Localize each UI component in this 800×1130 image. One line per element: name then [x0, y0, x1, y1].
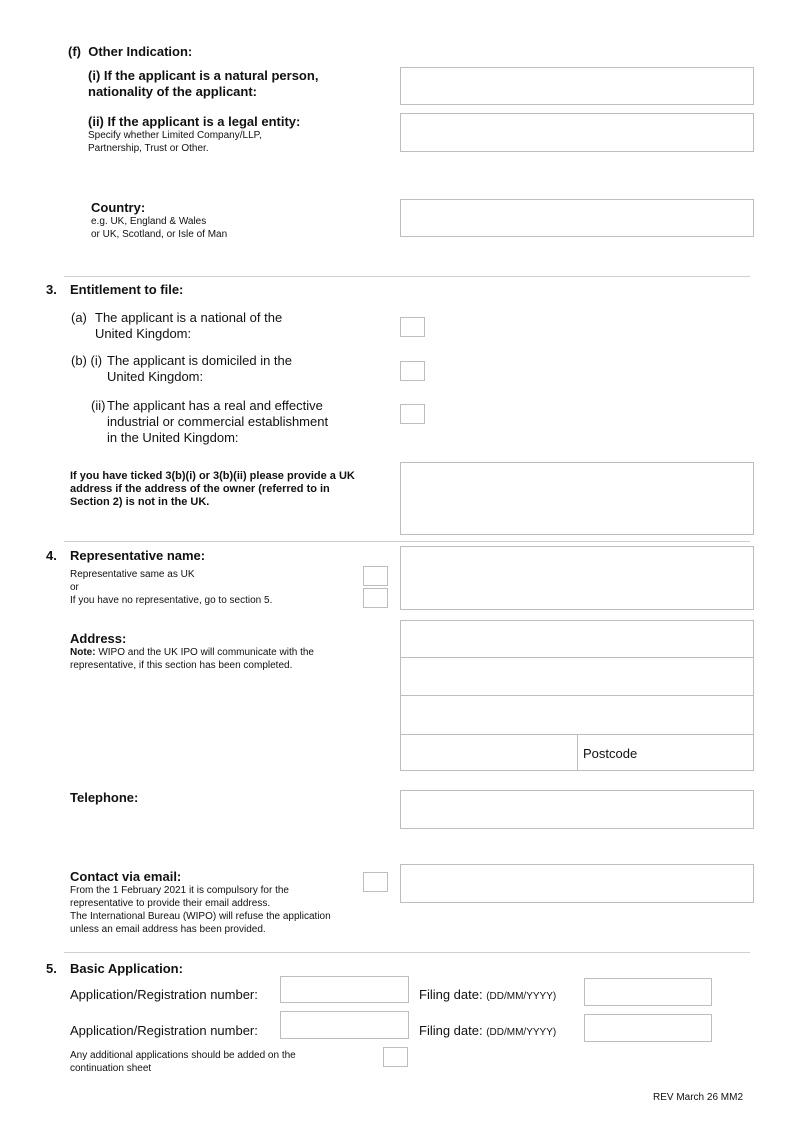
app-reg-number-2-input[interactable]	[280, 1011, 409, 1039]
additional-applications-note: Any additional applications should be added on the continuation sheet	[70, 1050, 296, 1074]
section-4-num: 4.	[46, 548, 57, 563]
email-checkbox[interactable]	[363, 872, 388, 892]
telephone-input[interactable]	[400, 790, 754, 829]
app-reg-label-2: Application/Registration number:	[70, 1023, 258, 1038]
uk-address-input[interactable]	[400, 462, 754, 535]
representative-name-input[interactable]	[400, 546, 754, 610]
section-f-heading: (f) Other Indication:	[68, 44, 193, 59]
section-5-num: 5.	[46, 961, 57, 976]
same-as-uk-checkbox[interactable]	[363, 566, 388, 586]
entitlement-a-label: The applicant is a national of the United Kingdom:	[95, 310, 283, 341]
legal-entity-label: (ii) If the applicant is a legal entity: Specify whether Limited Company/LLP, Partnership, Trust or Other.	[88, 114, 301, 154]
establishment-checkbox[interactable]	[400, 404, 425, 424]
divider	[64, 952, 750, 953]
filing-date-label-2: Filing date: (DD/MM/YYYY)	[419, 1023, 557, 1038]
entitlement-a-marker: (a)	[71, 310, 87, 325]
national-checkbox[interactable]	[400, 317, 425, 337]
email-input[interactable]	[400, 864, 754, 903]
entitlement-bi-label: The applicant is domiciled in the United Kingdom:	[107, 353, 292, 384]
app-reg-label-1: Application/Registration number:	[70, 987, 258, 1002]
uk-address-note: If you have ticked 3(b)(i) or 3(b)(ii) please provide a UK address if the address of the owner (referred to in Section 2) is not in the UK.	[70, 470, 355, 508]
representative-hint: Representative same as UK or If you have no representative, go to section 5.	[70, 569, 273, 606]
filing-date-1-input[interactable]	[584, 978, 712, 1006]
continuation-sheet-checkbox[interactable]	[383, 1047, 408, 1067]
section-3-num: 3.	[46, 282, 57, 297]
email-label: Contact via email: From the 1 February 2021 it is compulsory for the representative to provide their email address. The International Bureau (WIPO) will refuse the application unless an email address has been provided.	[70, 869, 331, 935]
legal-entity-input[interactable]	[400, 113, 754, 152]
section-3-title: Entitlement to file:	[70, 282, 184, 297]
divider	[64, 541, 750, 542]
entitlement-bii-label: The applicant has a real and effective industrial or commercial establishment in the United Kingdom:	[107, 398, 329, 445]
address-line-3-input[interactable]	[400, 695, 754, 735]
natural-person-label: (i) If the applicant is a natural person, nationality of the applicant:	[88, 68, 319, 99]
entitlement-bi-marker: (b) (i)	[71, 353, 103, 368]
domiciled-checkbox[interactable]	[400, 361, 425, 381]
country-input[interactable]	[400, 199, 754, 237]
no-representative-checkbox[interactable]	[363, 588, 388, 608]
app-reg-number-1-input[interactable]	[280, 976, 409, 1003]
address-label: Address: Note: WIPO and the UK IPO will communicate with the representative, if this section has been completed.	[70, 631, 314, 671]
address-line-1-input[interactable]	[400, 620, 754, 658]
filing-date-label-1: Filing date: (DD/MM/YYYY)	[419, 987, 557, 1002]
entitlement-bii-marker: (ii)	[91, 398, 106, 413]
revision-footer: REV March 26 MM2	[653, 1092, 744, 1103]
address-postcode-row[interactable]	[400, 734, 754, 771]
telephone-label: Telephone:	[70, 790, 139, 805]
address-line-2-input[interactable]	[400, 657, 754, 696]
country-label: Country: e.g. UK, England & Wales or UK, Scotland, or Isle of Man	[91, 200, 228, 240]
nationality-input[interactable]	[400, 67, 754, 105]
postcode-divider	[577, 735, 578, 770]
filing-date-2-input[interactable]	[584, 1014, 712, 1042]
section-4-title: Representative name:	[70, 548, 206, 563]
divider	[64, 276, 750, 277]
section-5-title: Basic Application:	[70, 961, 183, 976]
postcode-label: Postcode	[583, 746, 638, 761]
